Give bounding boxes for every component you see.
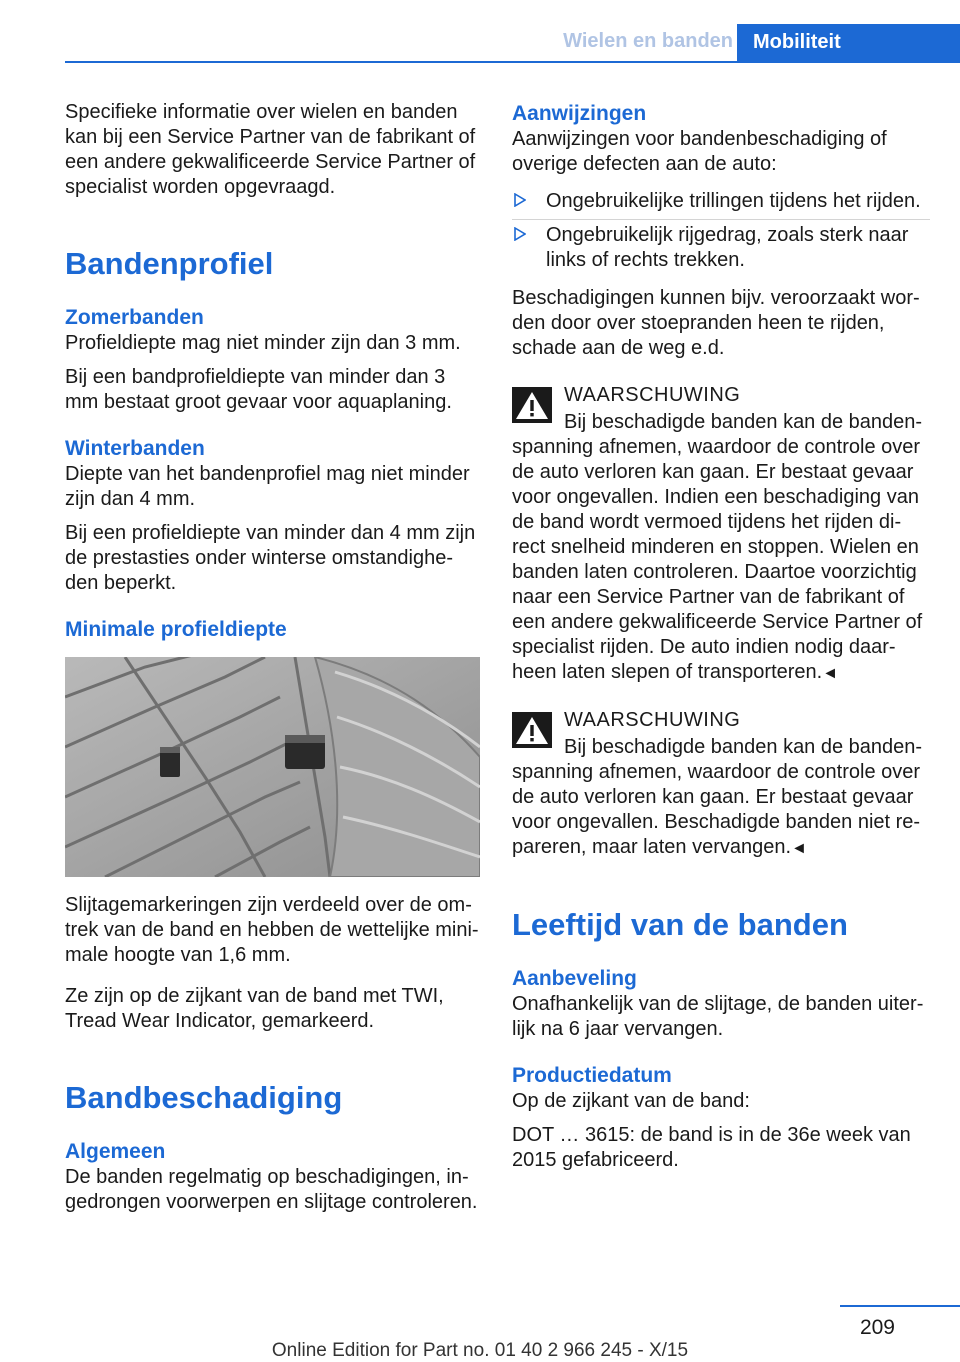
warning-body: Bij beschadigde banden kan de banden‐spanning afnemen, waardoor de controle over de auto verloren kan gaan. Er bestaat gevaar voor ongevallen. Beschadigde banden niet re‐pareren, maar laten vervangen. <box>512 736 923 858</box>
list-item <box>512 186 930 220</box>
winter-paragraph-1: Diepte van het bandenprofiel mag niet minder zijn dan 4 mm. <box>65 463 470 510</box>
list-item <box>512 220 930 278</box>
aanbeveling-paragraph: Onafhankelijk van de slijtage, de banden uiter‐lijk na 6 jaar vervangen. <box>512 993 924 1040</box>
warning-text <box>512 735 930 861</box>
warning-triangle-icon <box>512 712 552 748</box>
heading-zomerbanden: Zomerbanden <box>65 306 204 329</box>
warning-body: Bij beschadigde banden kan de banden‐spanning afnemen, waardoor de controle over de auto verloren kan gaan. Er bestaat gevaar voor ongevallen. Indien een beschadiging van de band wordt vermoed tijdens het rijden di‐rect snelheid minderen en stoppen. Wielen en banden laten controleren. Daartoe voorzichtig naar een Service Partner van de fabrikant of een andere gekwalificeerde Service Partner of specialist rijden. De auto indien nodig daar‐heen laten slepen of transporteren. <box>512 411 923 683</box>
beschadigingen-paragraph: Beschadigingen kunnen bijv. veroorzaakt wor‐den door over stoepranden heen te rijden, schade aan de weg e.d. <box>512 287 920 359</box>
zomer-paragraph-2: Bij een bandprofieldiepte van minder dan 3 mm bestaat groot gevaar voor aquaplaning. <box>65 366 452 413</box>
warning-text <box>512 410 930 686</box>
winter-paragraph-2: Bij een profieldiepte van minder dan 4 mm zijn de prestasties onder winterse omstandighe‐den beperkt. <box>65 522 476 594</box>
right-column <box>512 100 930 1182</box>
footer-edition-text: Online Edition for Part no. 01 40 2 966 245 - X/15 <box>271 1340 689 1361</box>
defects-list <box>512 186 930 278</box>
triangle-bullet-icon <box>514 193 526 207</box>
algemeen-paragraph: De banden regelmatig op beschadigingen, in‐gedrongen voorwerpen en slijtage controleren. <box>65 1166 478 1213</box>
intro-paragraph: Specifieke informatie over wielen en banden kan bij een Service Partner van de fabrikant of een andere gekwalificeerde Service Partner of specialist worden opgevraagd. <box>65 101 476 198</box>
warning-triangle-icon <box>512 387 552 423</box>
footer-rule <box>840 1305 960 1307</box>
page-number: 209 <box>859 1316 895 1339</box>
heading-leeftijd-van-de-banden: Leeftijd van de banden <box>512 907 848 942</box>
productiedatum-paragraph-2: DOT … 3615: de band is in de 36e week van 2015 gefabriceerd. <box>512 1124 911 1171</box>
slijtage-paragraph-1: Slijtagemarkeringen zijn verdeeld over de om‐trek van de band en hebben de wettelijke mini‐male hoogte van 1,6 mm. <box>65 894 479 966</box>
slijtage-paragraph-2: Ze zijn op de zijkant van de band met TWI, Tread Wear Indicator, gemarkeerd. <box>65 985 444 1032</box>
triangle-bullet-icon <box>514 227 526 241</box>
warning-block-2 <box>512 708 930 861</box>
zomer-paragraph-1: Profieldiepte mag niet minder zijn dan 3 mm. <box>65 332 461 354</box>
list-item-text: Ongebruikelijke trillingen tijdens het rijden. <box>546 190 921 212</box>
end-mark: ◄ <box>791 840 807 857</box>
heading-aanwijzingen: Aanwijzingen <box>512 102 647 125</box>
header-rule <box>65 61 960 63</box>
heading-bandbeschadiging: Bandbeschadiging <box>65 1080 343 1115</box>
tire-tread-illustration <box>65 657 480 877</box>
end-mark: ◄ <box>822 665 839 682</box>
heading-aanbeveling: Aanbeveling <box>512 967 637 990</box>
heading-productiedatum: Productiedatum <box>512 1064 672 1087</box>
header-chapter-tab: Mobiliteit <box>737 24 960 63</box>
list-item-text: Ongebruikelijk rijgedrag, zoals sterk naar links of rechts trekken. <box>546 224 909 271</box>
warning-title: WAARSCHUWING <box>564 709 741 731</box>
heading-winterbanden: Winterbanden <box>65 437 205 460</box>
left-column <box>65 100 483 1224</box>
heading-bandenprofiel: Bandenprofiel <box>65 246 274 281</box>
heading-algemeen: Algemeen <box>65 1140 166 1163</box>
heading-minimale-profieldiepte: Minimale profieldiepte <box>65 618 287 641</box>
warning-block-1 <box>512 383 930 686</box>
warning-title: WAARSCHUWING <box>564 384 741 406</box>
productiedatum-paragraph-1: Op de zijkant van de band: <box>512 1090 750 1112</box>
header-section-title: Wielen en banden <box>563 30 733 52</box>
aanwijzingen-paragraph: Aanwijzingen voor bandenbeschadiging of overige defecten aan de auto: <box>512 128 887 175</box>
